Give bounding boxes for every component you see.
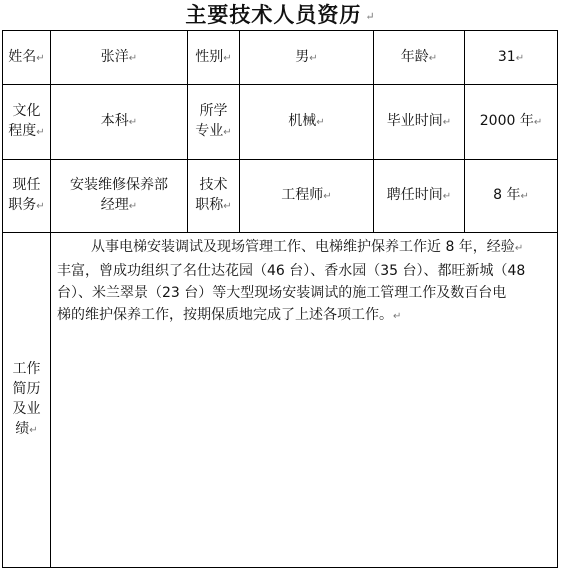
work-history-label-line-2: 简历 bbox=[12, 381, 41, 397]
paragraph-mark: ↵ bbox=[365, 9, 376, 23]
major-value-cell bbox=[240, 85, 374, 160]
tech-title-value-cell bbox=[240, 160, 374, 233]
tech-title-value: 工程师 bbox=[281, 187, 324, 203]
tech-title-label-line-1: 技术 bbox=[199, 177, 228, 193]
row-position bbox=[3, 160, 558, 233]
major-value: 机械 bbox=[288, 113, 317, 129]
row-work-history bbox=[3, 233, 558, 568]
graduation-value: 2000 年 bbox=[479, 113, 534, 129]
graduation-label: 毕业时间 bbox=[386, 113, 443, 129]
tenure-value: 8 年 bbox=[493, 187, 521, 203]
paragraph-mark: ↵ bbox=[309, 52, 318, 64]
work-history-line-4: 梯的维护保养工作，按期保质地完成了上述各项工作。 bbox=[57, 307, 393, 323]
name-label-cell bbox=[3, 31, 51, 85]
paragraph-mark: ↵ bbox=[36, 52, 45, 64]
position-value-line-2: 经理 bbox=[100, 197, 129, 213]
name-value-cell bbox=[51, 31, 188, 85]
work-history-label-line-4: 绩 bbox=[15, 421, 30, 437]
gender-value-cell bbox=[240, 31, 374, 85]
position-label-line-2: 职务 bbox=[8, 197, 37, 213]
gender-label-cell bbox=[188, 31, 240, 85]
paragraph-mark: ↵ bbox=[223, 52, 232, 64]
work-history-label-line-3: 及业 bbox=[12, 401, 41, 417]
name-value: 张洋 bbox=[100, 48, 129, 65]
paragraph-mark: ↵ bbox=[128, 201, 138, 212]
gender-value: 男 bbox=[295, 48, 310, 65]
paragraph-mark: ↵ bbox=[428, 52, 438, 64]
paragraph-mark: ↵ bbox=[128, 117, 138, 128]
education-value-cell bbox=[51, 85, 188, 160]
education-label-line-1: 文化 bbox=[12, 103, 41, 119]
work-history-label-cell bbox=[3, 233, 51, 568]
age-label: 年龄 bbox=[400, 48, 429, 65]
education-label-line-2: 程度 bbox=[8, 123, 37, 139]
row-education bbox=[3, 85, 558, 160]
work-history-line-1: 从事电梯安装调试及现场管理工作、电梯维护保养工作近 8 年，经验 bbox=[91, 239, 515, 255]
paragraph-mark: ↵ bbox=[442, 117, 452, 128]
major-label-line-1: 所学 bbox=[199, 103, 228, 119]
age-value-cell bbox=[465, 31, 558, 85]
paragraph-mark: ↵ bbox=[29, 425, 38, 436]
tenure-value-cell bbox=[465, 160, 558, 233]
graduation-value-cell bbox=[465, 85, 558, 160]
work-history-line-3: 台）、米兰翠景（23 台）等大型现场安装调试的施工管理工作及数百台电 bbox=[57, 285, 507, 301]
paragraph-mark: ↵ bbox=[36, 201, 45, 212]
row-basic-info bbox=[3, 31, 558, 85]
major-label-line-2: 专业 bbox=[195, 123, 224, 139]
paragraph-mark: ↵ bbox=[442, 191, 452, 202]
paragraph-mark: ↵ bbox=[514, 243, 524, 254]
major-label-cell bbox=[188, 85, 240, 160]
tenure-label-cell bbox=[374, 160, 465, 233]
name-label: 姓名 bbox=[8, 48, 37, 65]
age-value: 31 bbox=[497, 48, 516, 65]
position-label-cell bbox=[3, 160, 51, 233]
education-value: 本科 bbox=[100, 113, 129, 129]
position-value-cell bbox=[51, 160, 188, 233]
paragraph-mark: ↵ bbox=[36, 127, 45, 138]
paragraph-mark: ↵ bbox=[520, 191, 529, 202]
paragraph-mark: ↵ bbox=[316, 117, 325, 128]
paragraph-mark: ↵ bbox=[515, 52, 525, 64]
paragraph-mark: ↵ bbox=[533, 117, 543, 128]
paragraph-mark: ↵ bbox=[128, 52, 138, 64]
work-history-text-cell bbox=[51, 233, 558, 568]
gender-label: 性别 bbox=[195, 48, 224, 65]
tech-title-label-cell bbox=[188, 160, 240, 233]
work-history-label-line-1: 工作 bbox=[12, 361, 41, 377]
paragraph-mark: ↵ bbox=[223, 201, 232, 212]
graduation-label-cell bbox=[374, 85, 465, 160]
paragraph-mark: ↵ bbox=[323, 191, 332, 202]
staff-profile-table bbox=[2, 30, 558, 568]
tenure-label: 聘任时间 bbox=[386, 187, 443, 203]
title-text: 主要技术人员资历 bbox=[185, 2, 362, 27]
tech-title-label-line-2: 职称 bbox=[195, 197, 224, 213]
position-label-line-1: 现任 bbox=[12, 177, 41, 193]
paragraph-mark: ↵ bbox=[223, 127, 232, 138]
paragraph-mark: ↵ bbox=[393, 311, 402, 322]
document-title bbox=[0, 0, 561, 30]
position-value-line-1: 安装维修保养部 bbox=[70, 177, 168, 193]
age-label-cell bbox=[374, 31, 465, 85]
education-label-cell bbox=[3, 85, 51, 160]
work-history-line-2: 丰富，曾成功组织了名仕达花园（46 台）、香水园（35 台）、都旺新城（48 bbox=[57, 263, 526, 279]
